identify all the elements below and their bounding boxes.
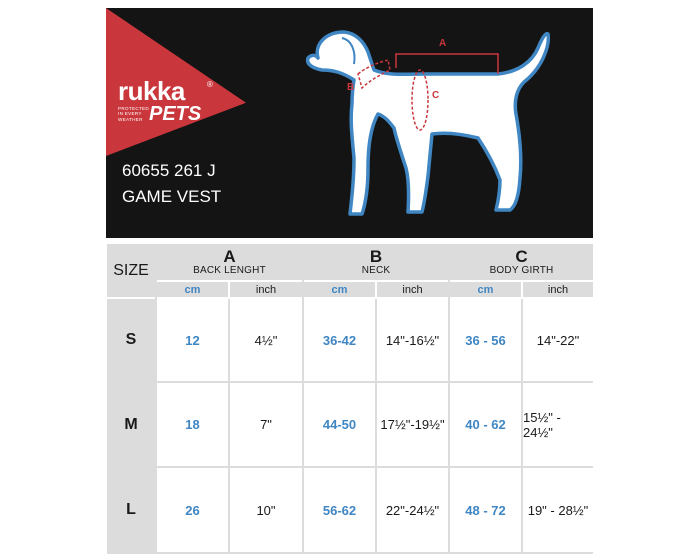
table-cell: 48 - 72 [465,502,506,518]
brand-tagline: PROTECTED IN EVERY WEATHER [118,106,150,122]
table-cell: 56-62 [322,502,357,518]
product-code: 60655 261 J [122,161,216,180]
row-divider [107,552,593,554]
unit-cm-b: cm [304,282,375,297]
group-divider [302,244,304,552]
table-cell: 15½" - 24½" [523,409,561,440]
unit-cm-c: cm [450,282,521,297]
row-divider [107,381,593,383]
table-cell: 10" [256,502,276,518]
table-cell: 18 [185,417,200,432]
size-label-s: S [107,299,155,381]
column-header-a [157,244,302,280]
group-divider [448,244,450,552]
table-cell: 4½" [254,332,278,348]
registered-mark: ® [207,80,213,89]
column-letter-a: A [223,246,236,266]
table-cell: 36 - 56 [465,332,506,348]
column-header-c [450,244,593,280]
unit-inch-a: inch [230,282,302,297]
column-letter-b: B [369,246,383,266]
column-name-c: BODY GIRTH [489,264,554,276]
table-cell: 22"-24½" [385,502,440,518]
size-column-header: SIZE [107,244,155,297]
brand-logo-text: rukka [118,76,185,106]
dog-silhouette-icon [308,32,549,214]
table-cell: 7" [260,417,272,432]
product-name: GAME VEST [122,187,222,206]
header-banner [106,8,593,238]
brand-sub-name: PETS [149,103,202,125]
diagram-label-b: B [347,82,355,93]
table-cell: 40 - 62 [465,417,506,432]
group-divider [155,244,157,552]
table-cell: 12 [185,332,200,348]
column-letter-c: C [515,246,528,266]
row-divider [107,466,593,468]
size-label-l: L [107,468,155,552]
table-cell: 17½"-19½" [380,417,445,432]
table-cell: 14"-22" [536,332,580,348]
dog-measurement-diagram [106,8,593,238]
size-chart-table [107,244,593,554]
column-name-a: BACK LENGHT [193,264,266,276]
size-label-m: M [107,383,155,466]
table-cell: 26 [185,502,200,518]
unit-inch-b: inch [377,282,448,297]
diagram-label-c: C [432,90,440,101]
column-name-b: NECK [361,264,391,276]
column-header-b [304,244,448,280]
unit-cm-a: cm [157,282,228,297]
back-length-marker [396,54,498,74]
table-cell: 36-42 [322,332,357,348]
table-cell: 44-50 [322,417,357,432]
table-cell: 19" - 28½" [527,502,589,518]
unit-inch-c: inch [523,282,593,297]
diagram-label-a: A [439,38,447,49]
table-cell: 14"-16½" [385,332,440,348]
